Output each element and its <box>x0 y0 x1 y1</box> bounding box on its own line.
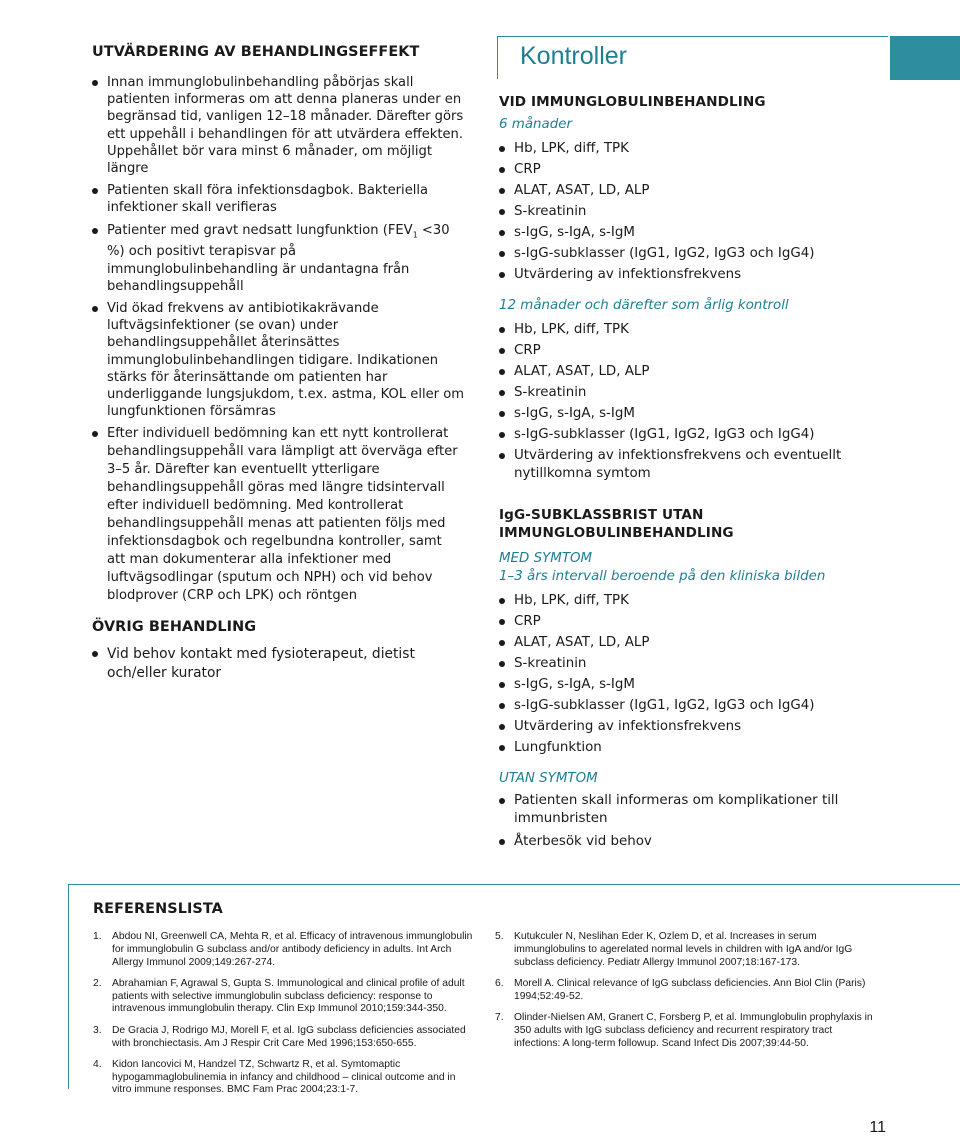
list-item: CRP <box>499 159 960 180</box>
list-item: S-kreatinin <box>499 653 960 674</box>
list-item-fev <box>92 222 464 295</box>
list-6-months <box>499 138 960 285</box>
subheading-med-symtom: MED SYMTOM <box>499 551 593 566</box>
list-item: S-kreatinin <box>499 201 960 222</box>
reference-number: 1. <box>93 931 102 942</box>
other-heading: ÖVRIG BEHANDLING <box>92 618 257 635</box>
list-item: CRP <box>499 340 960 361</box>
list-item: Återbesök vid behov <box>499 831 960 852</box>
vid-heading: VID IMMUNGLOBULINBEHANDLING <box>499 94 766 110</box>
reference-number: 4. <box>93 1058 102 1070</box>
list-item: s-IgG, s-IgA, s-IgM <box>499 222 960 243</box>
fev-subscript: 1 <box>412 230 418 240</box>
list-item: Utvärdering av infektionsfrekvens och eventuellt nytillkomna symtom <box>499 447 894 482</box>
list-item: Innan immunglobulinbehandling påbörjas skall patienten informeras om att denna planeras under en begränsad tid, vanligen 12–18 månader. Därefter görs ett uppehåll i behandlingen för att utvärdera effekten. Uppehållet bör vara minst 6 månader, om möjligt längre <box>92 74 464 177</box>
reference-item <box>495 978 875 1004</box>
reference-text: De Gracia J, Rodrigo MJ, Morell F, et al. IgG subclass deficiencies associated with bronchiectasis. Am J Respir Crit Care Med 1996;153:650-655. <box>112 1024 466 1049</box>
list-item: Vid ökad frekvens av antibiotikakrävande luftvägsinfektioner (se ovan) under behandlingsuppehållet återinsättes immunglobulinbehandlingen tidigare. Indikationen stärks för återinsättande om patienten har underliggande lungsjukdom, t.ex. astma, KOL eller om lungfunktionen försämras <box>92 300 464 420</box>
reference-number: 5. <box>495 931 504 942</box>
reference-item <box>495 931 875 969</box>
references-box <box>68 884 960 1096</box>
accent-bar <box>890 36 960 80</box>
reference-number: 6. <box>495 977 504 989</box>
subheading-6-months: 6 månader <box>499 117 572 132</box>
list-item: Utvärdering av infektionsfrekvens <box>499 264 960 285</box>
panel-title: Kontroller <box>520 42 627 70</box>
subheading-12-months: 12 månader och därefter som årlig kontroll <box>499 298 789 313</box>
reference-text: Abrahamian F, Agrawal S, Gupta S. Immunological and clinical profile of adult patients with selective immunglobulin subclass deficiency: response to intravenous immunglobulin therapy. Clin Exp Immunol 2010;159:344-350. <box>112 977 465 1015</box>
references-left <box>93 931 473 1106</box>
eval-heading: UTVÄRDERING AV BEHANDLINGSEFFEKT <box>92 44 420 60</box>
reference-text: Abdou NI, Greenwell CA, Mehta R, et al. Efficacy of intravenous immunglobulin for immunglobulin G subclass and/or antibody deficiency in adults. Int Arch Allergy Immunol 2009;149:267-274. <box>112 931 473 968</box>
references-right <box>495 931 875 1059</box>
reference-item <box>93 978 473 1016</box>
subheading-utan-symtom: UTAN SYMTOM <box>499 771 598 786</box>
list-med-symtom <box>499 590 960 758</box>
reference-number: 3. <box>93 1024 102 1036</box>
reference-text: Kidon Iancovici M, Handzel TZ, Schwartz R, et al. Symtomaptic hypogammaglobulinemia in infancy and childhood – clinical outcome and in vitro immune responses. BMC Fam Prac 2004;23:1-7. <box>112 1058 456 1096</box>
list-item: Utvärdering av infektionsfrekvens <box>499 716 960 737</box>
reference-number: 2. <box>93 977 102 989</box>
list-item: s-IgG-subklasser (IgG1, IgG2, IgG3 och IgG4) <box>499 243 960 264</box>
list-item: Efter individuell bedömning kan ett nytt kontrollerat behandlingsuppehåll vara lämpligt att överväga efter 3–5 år. Därefter kan eventuellt ytterligare behandlingsuppehåll göras med längre tidsintervall efter individuell bedömning. Med kontrollerat behandlingsuppehåll menas att patienten följs med infektionsdagbok och regelbundna kontroller, samt att man dokumenterar alla infektioner med luftvägsodlingar (sputum och NPH) och vid behov blodprover (CRP och LPK) och röntgen <box>92 425 464 604</box>
list-item: Vid behov kontakt med fysioterapeut, dietist och/eller kurator <box>92 645 464 683</box>
references-heading: REFERENSLISTA <box>93 901 223 917</box>
list-item: Hb, LPK, diff, TPK <box>499 138 960 159</box>
list-item: S-kreatinin <box>499 382 960 403</box>
list-item: Hb, LPK, diff, TPK <box>499 319 960 340</box>
list-utan-symtom <box>499 792 960 852</box>
other-list <box>92 645 464 683</box>
igg-heading-2: IMMUNGLOBULINBEHANDLING <box>499 525 734 541</box>
subheading-interval: 1–3 års intervall beroende på den kliniska bilden <box>499 569 826 584</box>
list-item: s-IgG, s-IgA, s-IgM <box>499 674 960 695</box>
list-item: s-IgG, s-IgA, s-IgM <box>499 403 960 424</box>
list-item: Patienten skall informeras om komplikationer till immunbristen <box>499 792 879 827</box>
list-item: ALAT, ASAT, LD, ALP <box>499 632 960 653</box>
reference-text: Morell A. Clinical relevance of IgG subclass deficiencies. Ann Biol Clin (Paris) 1994;52:49-52. <box>514 977 866 1002</box>
igg-heading-1: IgG-SUBKLASSBRIST UTAN <box>499 507 704 523</box>
fev-text-post: <30 %) och positivt terapisvar på immunglobulinbehandling är undantagna från behandlingsuppehåll <box>107 222 450 294</box>
reference-item <box>93 1025 473 1051</box>
list-item: ALAT, ASAT, LD, ALP <box>499 180 960 201</box>
page-number: 11 <box>869 1119 886 1136</box>
list-item: Lungfunktion <box>499 737 960 758</box>
list-item: s-IgG-subklasser (IgG1, IgG2, IgG3 och IgG4) <box>499 424 960 445</box>
reference-item <box>93 931 473 969</box>
reference-item <box>495 1012 875 1050</box>
list-item: ALAT, ASAT, LD, ALP <box>499 361 960 382</box>
reference-number: 7. <box>495 1011 504 1023</box>
fev-text-pre: Patienter med gravt nedsatt lungfunktion (FEV <box>107 222 413 238</box>
list-item: CRP <box>499 611 960 632</box>
reference-item <box>93 1059 473 1097</box>
controls-panel <box>497 36 960 852</box>
reference-text: Kutukculer N, Neslihan Eder K, Ozlem D, et al. Increases in serum immunglobulins to agerelated normal levels in children with IgA and/or IgG subclass deficiency. Pediatr Allergy Immunol 2007;18:167-173. <box>514 931 853 968</box>
list-item: s-IgG-subklasser (IgG1, IgG2, IgG3 och IgG4) <box>499 695 960 716</box>
eval-list <box>92 74 464 605</box>
list-12-months <box>499 319 960 482</box>
controls-title-box <box>497 36 960 82</box>
left-column <box>92 44 464 688</box>
reference-text: Olinder-Nielsen AM, Granert C, Forsberg P, et al. Immunglobulin prophylaxis in 350 adults with IgG subclass deficiency and recurrent respiratory tract infections: A long-term followup. Scand Infect Dis 2007;39:44-50. <box>514 1011 873 1049</box>
list-item: Hb, LPK, diff, TPK <box>499 590 960 611</box>
list-item: Patienten skall föra infektionsdagbok. Bakteriella infektioner skall verifieras <box>92 182 464 216</box>
